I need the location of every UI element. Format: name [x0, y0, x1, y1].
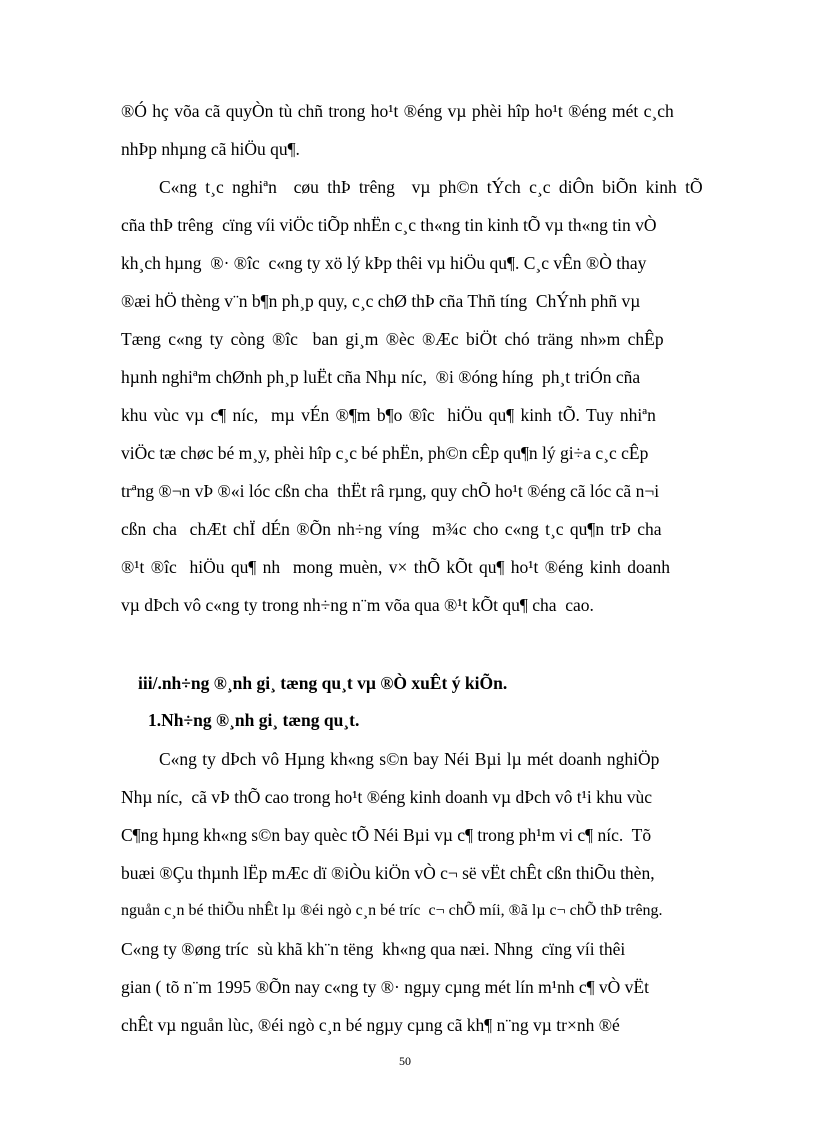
paragraph-line: khu vùc vµ c¶ níc, mµ vÉn ®¶m b¶o ®îc hiÖu qu¶ kinh tÕ. Tuy nhiªn: [121, 405, 656, 425]
paragraph-line: ®Ó hç võa cã quyÒn tù chñ trong ho¹t ®éng vµ phèi hîp ho¹t ®éng mét c¸ch: [121, 101, 674, 121]
subsection-heading: 1.Nh÷ng ®¸nh gi¸ tæng qu¸t.: [148, 710, 360, 730]
paragraph-line: trªng ®¬n vÞ ®«i lóc cßn cha thËt râ rµng, quy chÕ ho¹t ®éng cã lóc cã n¬i: [121, 481, 660, 501]
paragraph-line: Tæng c«ng ty còng ®îc ban gi¸m ®èc ®Æc biÖt chó träng nh»m chÊp: [121, 329, 664, 349]
paragraph-line: ®¹t ®îc hiÖu qu¶ nh mong muèn, v× thÕ kÕt qu¶ ho¹t ®éng kinh doanh: [121, 557, 670, 577]
page-number: 50: [399, 1054, 411, 1068]
paragraph-line: C«ng t¸c nghiªn cøu thÞ trêng vµ ph©n tÝch c¸c diÔn biÕn kinh tÕ: [159, 177, 703, 197]
paragraph-line: vµ dÞch vô c«ng ty trong nh÷ng n¨m võa qua ®¹t kÕt qu¶ cha cao.: [121, 595, 594, 615]
paragraph-line: gian ( tõ n¨m 1995 ®Õn nay c«ng ty ®· ngµy cµng mét lín m¹nh c¶ vÒ vËt: [121, 977, 649, 997]
paragraph-line: nhÞp nhµng cã hiÖu qu¶.: [121, 139, 300, 159]
paragraph-line: kh¸ch hµng ®· ®îc c«ng ty xö lý kÞp thêi vµ hiÖu qu¶. C¸c vÊn ®Ò thay: [121, 253, 647, 273]
paragraph-line: C«ng ty ®øng tríc sù khã kh¨n tëng kh«ng qua næi. Nhng cïng víi thêi: [121, 939, 626, 959]
paragraph-line: hµnh nghiªm chØnh ph¸p luËt cña Nhµ níc, ®i ®óng híng ph¸t triÓn cña: [121, 367, 641, 387]
paragraph-line: nguån c¸n bé thiÕu nhÊt lµ ®éi ngò c¸n bé tríc c¬ chÕ míi, ®ã lµ c¬ chÕ thÞ trêng.: [121, 902, 663, 919]
paragraph-line: chÊt vµ nguån lùc, ®éi ngò c¸n bé ngµy cµng cã kh¶ n¨ng vµ tr×nh ®é: [121, 1015, 620, 1035]
paragraph-line: viÖc tæ chøc bé m¸y, phèi hîp c¸c bé phËn, ph©n cÊp qu¶n lý gi÷a c¸c cÊp: [121, 443, 649, 463]
paragraph-line: C«ng ty dÞch vô Hµng kh«ng s©n bay Néi Bµi lµ mét doanh nghiÖp: [159, 749, 660, 769]
paragraph-line: Nhµ níc, cã vÞ thÕ cao trong ho¹t ®éng kinh doanh vµ dÞch vô t¹i khu vùc: [121, 787, 652, 807]
paragraph-line: C¶ng hµng kh«ng s©n bay quèc tÕ Néi Bµi vµ c¶ trong ph¹m vi c¶ níc. Tõ: [121, 825, 652, 845]
section-heading: iii/.nh÷ng ®¸nh gi¸ tæng qu¸t vµ ®Ò xuÊt ý kiÕn.: [138, 673, 508, 693]
paragraph-line: cña thÞ trêng cïng víi viÖc tiÕp nhËn c¸c th«ng tin kinh tÕ vµ th«ng tin vÒ: [121, 215, 657, 235]
paragraph-line: cßn cha chÆt chÏ dÉn ®Õn nh÷ng víng m¾c cho c«ng t¸c qu¶n trÞ cha: [121, 519, 662, 539]
paragraph-line: ®æi hÖ thèng v¨n b¶n ph¸p quy, c¸c chØ thÞ cña Thñ tíng ChÝnh phñ vµ: [121, 291, 641, 311]
paragraph-line: buæi ®Çu thµnh lËp mÆc dï ®iÒu kiÖn vÒ c¬ së vËt chÊt cßn thiÕu thèn,: [121, 863, 655, 883]
